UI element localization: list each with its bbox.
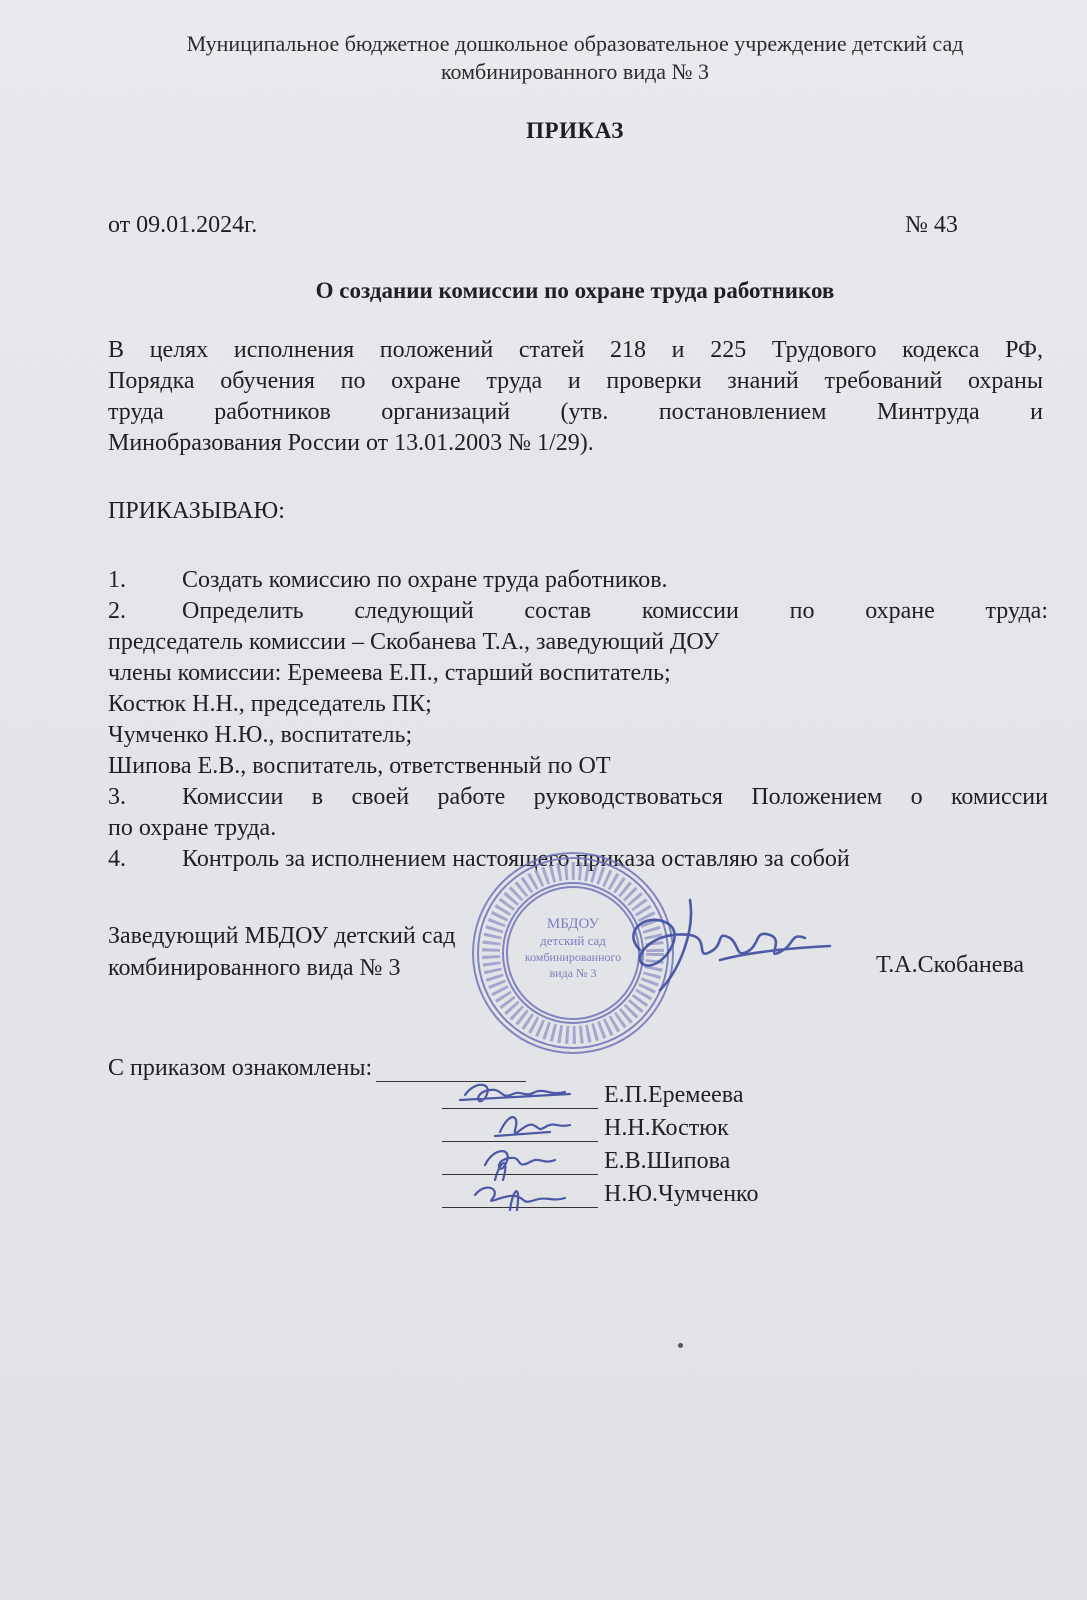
- ack-name: Е.В.Шипова: [604, 1148, 731, 1174]
- order-number: № 43: [905, 212, 958, 238]
- order-item-2: [108, 596, 1048, 627]
- order-item-3-continued: по охране труда.: [108, 815, 277, 841]
- order-word: ПРИКАЗЫВАЮ:: [108, 498, 285, 524]
- commission-chair: председатель комиссии – Скобанева Т.А., заведующий ДОУ: [108, 629, 720, 655]
- stamp-center-line: МБДОУ: [546, 916, 600, 932]
- director-position-line: Заведующий МБДОУ детский сад: [108, 923, 456, 949]
- item-number: 1.: [108, 567, 126, 593]
- commission-member: Чумченко Н.Ю., воспитатель;: [108, 722, 413, 748]
- item-text: Контроль за исполнением настоящего приказа оставляю за собой: [182, 846, 850, 872]
- preamble-line: В целях исполнения положений статей 218 и 225 Трудового кодекса РФ,: [108, 337, 1043, 363]
- order-item-3: [108, 782, 1048, 813]
- item-number: 3.: [108, 784, 126, 810]
- institution-line-1: Муниципальное бюджетное дошкольное образовательное учреждение детский сад: [186, 31, 964, 56]
- preamble-line: Порядка обучения по охране труда и проверки знаний требований охраны: [108, 368, 1043, 394]
- order-subject: О создании комиссии по охране труда работников: [315, 278, 835, 303]
- director-position-line: комбинированного вида № 3: [108, 955, 401, 981]
- item-text: Определить следующий состав комиссии по охране труда:: [182, 598, 1048, 624]
- document-title: ПРИКАЗ: [526, 118, 624, 143]
- institution-line-2: комбинированного вида № 3: [440, 59, 710, 84]
- preamble-paragraph: [108, 335, 1043, 459]
- preamble-line: труда работников организаций (утв. постановлением Минтруда и: [108, 399, 1043, 425]
- stray-mark: [678, 1343, 683, 1348]
- director-signature: [600, 890, 840, 1000]
- stamp-center-line: вида № 3: [549, 966, 597, 980]
- stamp-center-line: детский сад: [540, 933, 606, 948]
- institution-header: [0, 30, 1087, 86]
- director-name: Т.А.Скобанева: [876, 952, 1025, 978]
- order-item-1: [108, 565, 1048, 596]
- acknowledgement-text: С приказом ознакомлены:: [108, 1055, 373, 1081]
- commission-member: члены комиссии: Еремеева Е.П., старший воспитатель;: [108, 660, 671, 686]
- ack-name: Н.Ю.Чумченко: [604, 1181, 759, 1207]
- item-number: 4.: [108, 846, 126, 872]
- stamp-center-line: комбинированного: [524, 950, 622, 964]
- order-items: [108, 565, 1048, 875]
- ack-name: Н.Н.Костюк: [604, 1115, 729, 1141]
- item-text: Комиссии в своей работе руководствоваться Положением о комиссии: [182, 784, 1048, 810]
- director-position: [108, 920, 456, 984]
- order-date: от 09.01.2024г.: [108, 212, 258, 238]
- ack-name: Е.П.Еремеева: [604, 1082, 744, 1108]
- acknowledgement-signatures: [455, 1070, 615, 1220]
- item-text: Создать комиссию по охране труда работников.: [182, 567, 668, 593]
- item-number: 2.: [108, 598, 126, 624]
- commission-member: Костюк Н.Н., председатель ПК;: [108, 691, 432, 717]
- preamble-line: Минобразования России от 13.01.2003 № 1/29).: [108, 430, 594, 456]
- commission-member: Шипова Е.В., воспитатель, ответственный по ОТ: [108, 753, 611, 779]
